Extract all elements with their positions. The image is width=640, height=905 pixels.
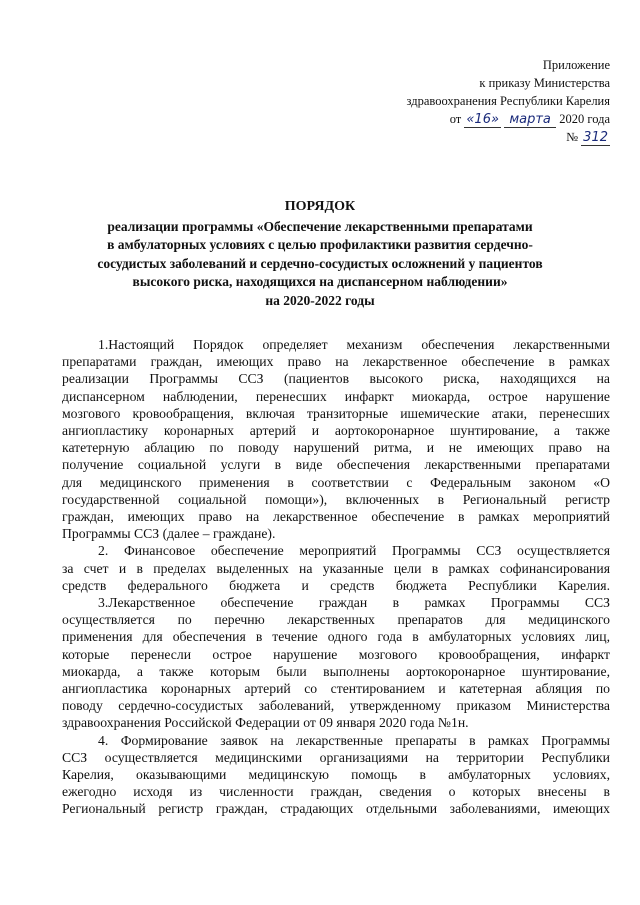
text-line: 2. Финансовое обеспечение мероприятий Программы ССЗ осуществляется bbox=[98, 543, 610, 559]
appendix-number-line bbox=[407, 128, 610, 146]
title-heading: ПОРЯДОК bbox=[284, 199, 356, 214]
document-title bbox=[0, 198, 640, 310]
text-line: ангиопластика коронарных артерий со стентированием и катетерная абляция по bbox=[62, 681, 610, 697]
text-line: получение социальной услуги в виде обеспечения лекарственными препаратами bbox=[62, 457, 610, 473]
text-line: мозгового кровообращения, включая транзиторные ишемические атаки, перенесших bbox=[62, 405, 610, 421]
text-line: ежегодно исходя из численности граждан, сведения о которых внесены в bbox=[62, 784, 610, 800]
text-line: за счет и в пределах выделенных на указанные цели в рамках софинансирования bbox=[62, 560, 610, 576]
text-line: Карелия, оказывающими медицинскую помощь в амбулаторных условиях, bbox=[62, 767, 610, 783]
text-line: катетерную аблацию по поводу нарушений ритма, и не имеющих право на bbox=[62, 440, 610, 456]
document-body bbox=[62, 336, 610, 818]
title-line: в амбулаторных условиях с целью профилактики развития сердечно- bbox=[107, 237, 533, 252]
date-prefix: от bbox=[449, 112, 462, 126]
handwritten-day: «16» bbox=[466, 112, 499, 127]
text-line: ССЗ осуществляется медицинскими организациями на территории Республики bbox=[62, 749, 610, 765]
text-line: Программы ССЗ (далее – граждане). bbox=[62, 526, 276, 542]
text-line: граждан, имеющих право на лекарственное обеспечение в рамках мероприятий bbox=[62, 509, 610, 525]
paragraph-3 bbox=[62, 594, 610, 732]
text-line: Региональный регистр граждан, страдающих отдельными заболеваниями, имеющих bbox=[62, 801, 610, 817]
text-line: 4. Формирование заявок на лекарственные препараты в рамках Программы bbox=[98, 732, 610, 748]
text-line: которые перенесли острое нарушение мозгового кровообращения, инфаркт bbox=[62, 646, 610, 662]
text-line: миокарда, а также которым были выполнены аортокоронарное шунтирование, bbox=[62, 663, 610, 679]
text-line: препаратами граждан, имеющих право на лекарственное обеспечение в рамках bbox=[62, 354, 610, 370]
handwritten-number: 312 bbox=[583, 130, 608, 145]
paragraph-1 bbox=[62, 336, 610, 542]
title-line: на 2020-2022 годы bbox=[265, 292, 375, 308]
text-line: ангиопластику коронарных артерий и аортокоронарное шунтирование, а также bbox=[62, 423, 610, 439]
appendix-order-line: к приказу Министерства bbox=[479, 76, 610, 90]
title-line: высокого риска, находящихся на диспансерном наблюдении» bbox=[132, 274, 508, 289]
title-line: сосудистых заболеваний и сердечно-сосудистых осложнений у пациентов bbox=[97, 255, 543, 271]
paragraph-4 bbox=[62, 732, 610, 818]
appendix-label: Приложение bbox=[542, 58, 610, 72]
text-line: государственной социальной помощи»), включенных в Региональный регистр bbox=[62, 491, 610, 507]
text-line: осуществляется по перечню лекарственных препаратов для медицинского bbox=[62, 612, 610, 628]
text-line: средств федерального бюджета и средств бюджета Республики Карелия. bbox=[62, 577, 610, 593]
text-line: для медицинского применения в соответствии с Федеральным законом «О bbox=[62, 474, 610, 490]
paragraph-2 bbox=[62, 542, 610, 594]
text-line: здравоохранения Российской Федерации от 09 января 2020 года №1н. bbox=[62, 715, 469, 731]
handwritten-month: марта bbox=[504, 113, 556, 128]
text-line: применения для обеспечения в течение одного года в амбулаторных условиях лиц, bbox=[62, 629, 610, 645]
title-line: реализации программы «Обеспечение лекарственными препаратами bbox=[107, 218, 533, 234]
text-line: диспансерном наблюдении, перенесших инфаркт миокарда, острое нарушение bbox=[62, 388, 610, 404]
text-line: 1.Настоящий Порядок определяет механизм обеспечения лекарственными bbox=[98, 337, 610, 352]
date-year: 2020 года bbox=[559, 112, 610, 126]
text-line: реализации Программы ССЗ (пациентов высокого риска, находящихся на bbox=[62, 371, 610, 387]
number-prefix: № bbox=[566, 130, 579, 144]
text-line: 3.Лекарственное обеспечение граждан в рамках Программы ССЗ bbox=[98, 595, 610, 611]
appendix-date-line bbox=[407, 110, 610, 128]
appendix-header bbox=[407, 56, 610, 146]
appendix-ministry-line: здравоохранения Республики Карелия bbox=[406, 94, 610, 108]
text-line: поводу сердечно-сосудистых заболеваний, утвержденному приказом Министерства bbox=[62, 698, 610, 714]
